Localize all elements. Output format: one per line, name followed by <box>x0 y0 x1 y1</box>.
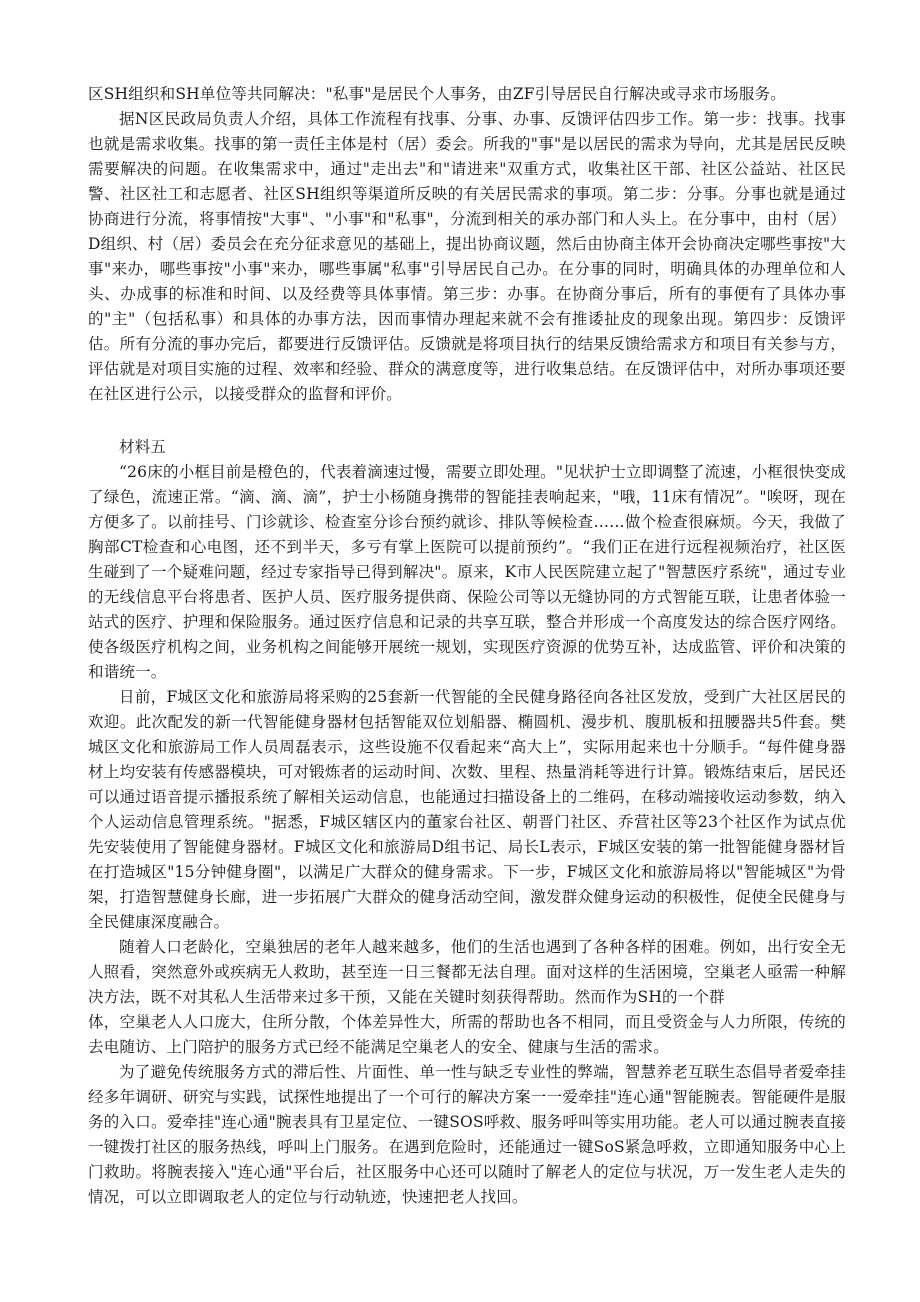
paragraph-7: 为了避免传统服务方式的滞后性、片面性、单一性与缺乏专业性的弊端，智慧养老互联生态倡导者爱牵挂经多年调研、研究与实践，试探性地提出了一个可行的解决方案一一爱牵挂"连心通"智能腕表。智能硬件是服务的入口。爱牵挂"连心通"腕表具有卫星定位、一键SOS呼救、服务呼叫等实用功能。老人可以通过腕表直接一键拨打社区的服务热线，呼叫上门服务。在遇到危险时，还能通过一键SoS紧急呼救，立即通知服务中心上门救助。将腕表接入"连心通"平台后，社区服务中心还可以随时了解老人的定位与状况，万一发生老人走失的情况，可以立即调取老人的定位与行动轨迹，快速把老人找回。 <box>88 1063 846 1206</box>
document-page <box>88 82 846 1210</box>
paragraph-6: 体，空巢老人人口庞大，住所分散，个体差异性大，所需的帮助也各不相同，而且受资金与人力所限，传统的去电随访、上门陪护的服务方式已经不能满足空巢老人的安全、健康与生活的需求。 <box>88 1013 846 1056</box>
paragraph-4: 日前，F城区文化和旅游局将采购的25套新一代智能的全民健身路径向各社区发放，受到广大社区居民的欢迎。此次配发的新一代智能健身器材包括智能双位划船器、椭圆机、漫步机、腹肌板和扭腰器共5件套。樊城区文化和旅游局工作人员周磊表示，这些设施不仅看起来“高大上”，实际用起来也十分顺手。“每件健身器材上均安装有传感器模块，可对锻炼者的运动时间、次数、里程、热量消耗等进行计算。锻炼结束后，居民还可以通过语音提示播报系统了解相关运动信息，也能通过扫描设备上的二维码，在移动端接收运动参数，纳入个人运动信息管理系统。"据悉，F城区辖区内的董家台社区、朝晋门社区、乔营社区等23个社区作为试点优先安装使用了智能健身器材。F城区文化和旅游局D组书记、局长L表示，F城区安装的第一批智能健身器材旨在打造城区"15分钟健身圈"，以满足广大群众的健身需求。下一步，F城区文化和旅游局将以"智能城区"为骨架，打造智慧健身长廊，进一步拓展广大群众的健身活动空间，激发群众健身运动的积极性，促使全民健身与全民健康深度融合。 <box>88 688 846 931</box>
section-title: 材料五 <box>119 438 167 456</box>
paragraph-2: 据N区民政局负责人介绍，具体工作流程有找事、分事、办事、反馈评估四步工作。第一步：找事。找事也就是需求收集。找事的第一责任主体是村（居）委会。所我的"事"是以居民的需求为导向，尤其是居民反映需要解决的问题。在收集需求中，通过"走出去"和"请进来"双重方式，收集社区干部、社区公益站、社区民警、社区社工和志愿者、社区SH组织等渠道所反映的有关居民需求的事项。第二步：分事。分事也就是通过协商进行分流，将事情按"大事"、"小事"和"私事"，分流到相关的承办部门和人头上。在分事中，由村（居）D组织、村（居）委员会在充分征求意见的基础上，提出协商议题，然后由协商主体开会协商决定哪些事按"大事"来办，哪些事按"小事"来办，哪些事属"私事"引导居民自己办。在分事的同时，明确具体的办理单位和人头、办成事的标准和时间、以及经费等具体事情。第三步：办事。在协商分事后，所有的事便有了具体办事的"主"（包括私事）和具体的办事方法，因而事情办理起来就不会有推诿扯皮的现象出现。第四步：反馈评估。所有分流的事办完后，都要进行反馈评估。反馈就是将项目执行的结果反馈给需求方和项目有关参与方，评估就是对项目实施的过程、效率和经验、群众的满意度等，进行收集总结。在反馈评估中，对所办事项还要在社区进行公示，以接受群众的监督和评价。 <box>88 110 846 403</box>
paragraph-3: “26床的小框目前是橙色的，代表着滴速过慢，需要立即处理。"见状护士立即调整了流速，小框很快变成了绿色，流速正常。“滴、滴、滴”，护士小杨随身携带的智能挂表响起来，"哦，11床有情况”。"唉呀，现在方便多了。以前挂号、门诊就诊、检查室分诊台预约就诊、排队等候检查……做个检查很麻烦。今天，我做了胸部CT检查和心电图，还不到半天，多亏有掌上医院可以提前预约”。“我们正在进行远程视频治疗，社区医生碰到了一个疑难问题，经过专家指导已得到解决"。原来，K市人民医院建立起了"智慧医疗系统"，通过专业的无线信息平台将患者、医护人员、医疗服务提供商、保险公司等以无缝协同的方式智能互联，让患者体验一站式的医疗、护理和保险服务。通过医疗信息和记录的共享互联，整合并形成一个高度发达的综合医疗网络。使各级医疗机构之间，业务机构之间能够开展统一规划，实现医疗资源的优势互补，达成监管、评价和决策的和谐统一。 <box>88 463 846 681</box>
paragraph-1: 区SH组织和SH单位等共同解决："私事"是居民个人事务，由ZF引导居民自行解决或寻求市场服务。 <box>88 85 786 103</box>
paragraph-5: 随着人口老龄化，空巢独居的老年人越来越多，他们的生活也遇到了各种各样的困难。例如，出行安全无人照看，突然意外或疾病无人救助，甚至连一日三餐都无法自理。面对这样的生活困境，空巢老人亟需一种解决方法，既不对其私人生活带来过多干预，又能在关键时刻获得帮助。然而作为SH的一个群 <box>88 938 846 1006</box>
